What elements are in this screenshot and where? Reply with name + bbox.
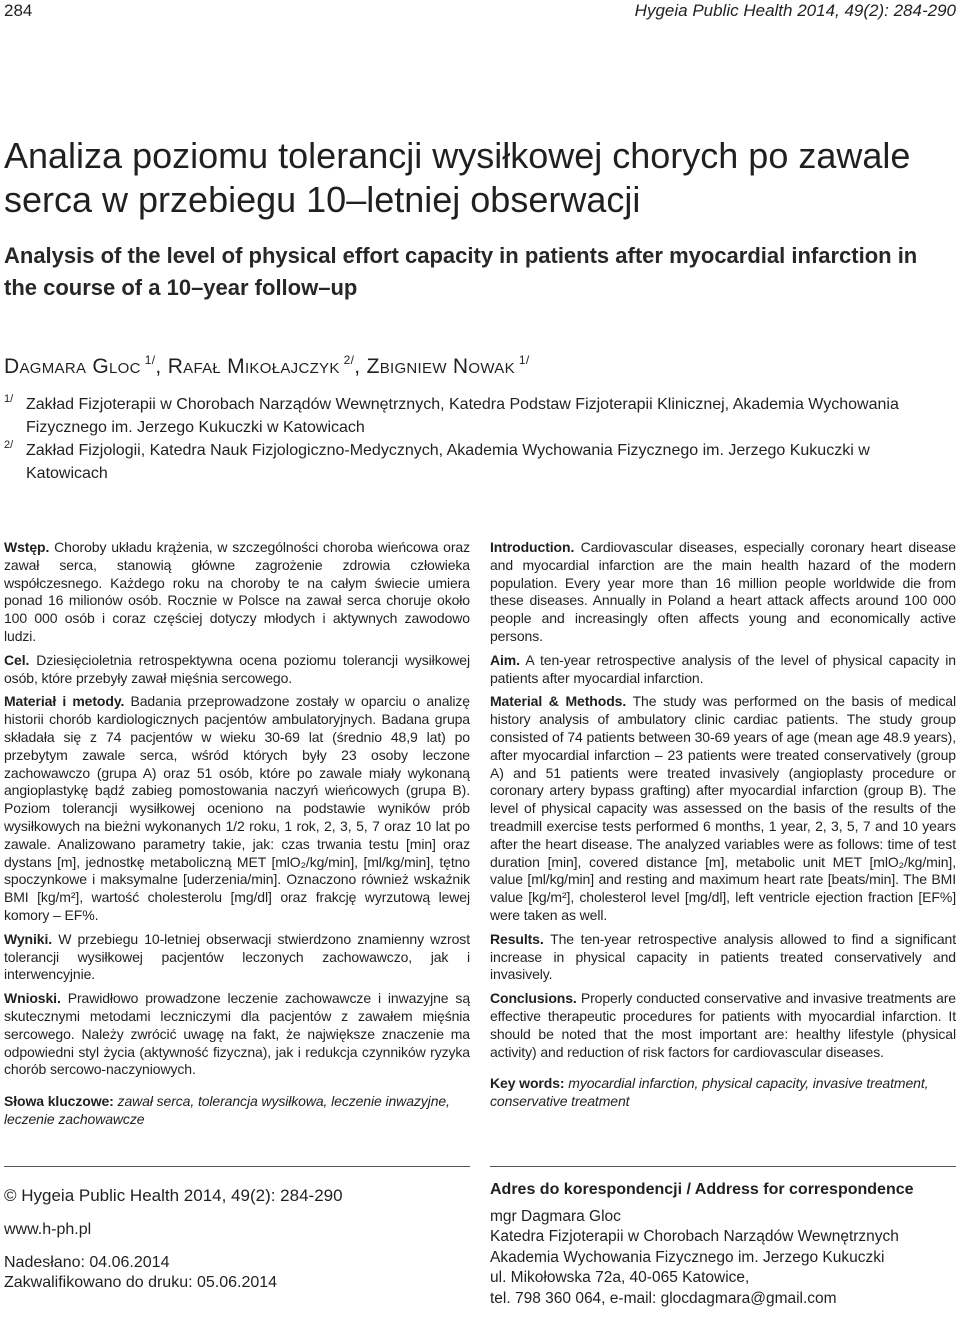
journal-website-link[interactable]: www.h-ph.pl	[4, 1221, 92, 1238]
correspondence-address	[490, 1180, 956, 1309]
correspondence-contact[interactable]: tel. 798 360 064, e-mail: glocdagmara@gmail.com	[490, 1289, 837, 1307]
abstract-section	[4, 693, 470, 924]
abstract-english	[490, 539, 956, 1117]
received-date: Nadesłano: 04.06.2014	[4, 1254, 170, 1271]
affiliation-marker: 1/	[4, 393, 14, 405]
correspondence-name: mgr Dagmara Gloc	[490, 1207, 621, 1225]
section-text: Properly conducted conservative and invasive treatments are effective therapeutic procedures for patients with myocardial infarction. It should be noted that the most important are: healthy lifestyle (physical activity) and reduction of risk factors for cardiovascular diseases.	[490, 990, 956, 1060]
section-label: Material & Methods.	[490, 693, 627, 710]
keywords-polish	[4, 1093, 470, 1129]
author-affiliation-marker: 2/	[343, 353, 355, 367]
section-text: Prawidłowo prowadzone leczenie zachowawcze i inwazyjne są skutecznymi metodami leczniczymi dla pacjentów z zawałem mięśnia sercowego. Należy zwrócić uwagę na fakt, że największe znaczenie ma odpowiedni styl życia (aktywność fizyczna), jak i redukcja czynników ryzyka chorób sercowo-naczyniowych.	[4, 990, 471, 1078]
abstract-section	[4, 652, 470, 688]
copyright-citation: © Hygeia Public Health 2014, 49(2): 284-290	[4, 1186, 343, 1205]
keywords-text: myocardial infarction, physical capacity, invasive treatment, conservative treatment	[490, 1075, 929, 1110]
author-affiliation-marker: 1/	[144, 353, 156, 367]
section-text: Dziesięcioletnia retrospektywna ocena poziomu tolerancji wysiłkowej osób, które przebyły zawał mięśnia sercowego.	[4, 651, 470, 686]
article-title-english: Analysis of the level of physical effort capacity in patients after myocardial infarction in the course of a 10–year follow–up	[4, 243, 918, 300]
author-separator: ,	[155, 355, 162, 378]
page-number: 284	[4, 1, 33, 20]
running-header-citation: Hygeia Public Health 2014, 49(2): 284-290	[634, 1, 956, 20]
section-label: Wyniki.	[4, 930, 53, 947]
affiliation-text: Zakład Fizjologii, Katedra Nauk Fizjologiczno-Medycznych, Akademia Wychowania Fizycznego im. Jerzego Kukuczki w Katowicach	[26, 442, 870, 482]
section-label: Aim.	[490, 651, 520, 668]
section-text: The study was performed on the basis of medical history analysis of ambulatory clinic cardiac patients. The study group consisted of 74 patients between 30-69 years of age (mean age 48.9 years), after myocardial infarction – 23 patients were treated conservatively (group A) and 51 patients were treated invasively (angioplasty procedure or coronary artery bypass grafting) after myocardial infarction (group B). The level of physical capacity was assessed on the basis of the results of the treadmill exercise tests performed 6 months, 1 year, 2, 3, 5, 7 and 10 years after the heart disease. The analyzed variables were as follows: time of test duration [min], covered distance [m], metabolic unit MET [mlO₂/kg/min], value [ml/kg/min] and resting and maximum heart rate [beats/min]. The BMI value [kg/m²], cholesterol level [mg/dl], left ventricle ejection fraction [EF%] were taken as well.	[490, 693, 957, 923]
article-title-polish: Analiza poziomu tolerancji wysiłkowej chorych po zawale serca w przebiegu 10–letniej obserwacji	[4, 135, 911, 220]
author-list	[4, 346, 956, 381]
author-separator: ,	[354, 355, 361, 378]
section-label: Wnioski.	[4, 990, 61, 1007]
section-label: Introduction.	[490, 539, 575, 555]
affiliation-marker: 2/	[4, 439, 14, 451]
author-name: Dagmara Gloc	[4, 355, 141, 378]
section-label: Cel.	[4, 651, 30, 668]
section-text: Choroby układu krążenia, w szczególności choroba wieńcowa oraz zawał serca, stanowią główne zagrożenie zdrowia człowieka współczesnego. Każdego roku na choroby te na całym świecie umiera ponad 16 milionów osób. Rocznie w Polsce na zawał serca choruje około 100 000 osób i coraz częściej dotyczy młodych i aktywnych zawodowo ludzi.	[4, 539, 470, 644]
section-text: Badania przeprowadzone zostały w oparciu o analizę historii chorób kardiologicznych pacjentów ambulatoryjnych. Badana grupa składała się z 74 pacjentów w wieku 30-69 lat (średnio 48,9 lat) po przebytym zawale serca, wśród których były 23 osoby leczone zachowawczo (grupa A) oraz 51 osób, które po zawale miały wykonaną angioplastykę bądź zabieg pomostowania naczyń wieńcowych (grupa B). Poziom tolerancji wysiłkowej oceniono na podstawie wyników prób wysiłkowych na bieżni wykonanych 1/2 roku, 1 rok, 2, 3, 5, 7 oraz 10 lat po zawale. Analizowano parametry takie, jak: czas trwania testu [min] oraz dystans [m], jednostkę metaboliczną MET [mlO₂/kg/min], [ml/kg/min], tętno spoczynkowe i maksymalne [uderzenia/min]. Oznaczono również wskaźnik BMI [kg/m²], wartość cholesterolu [mg/dl] oraz frakcję wyrzutową lewej komory – EF%.	[4, 693, 470, 923]
abstract-section	[4, 990, 470, 1079]
section-label: Materiał i metody.	[4, 693, 125, 710]
affiliation-item	[4, 439, 956, 485]
section-text: Cardiovascular diseases, especially coronary heart disease and myocardial infarction are the main health hazard of the modern population. Every year more than 16 million people worldwide die from these diseases. Annually in Poland a heart attack affects around 100 000 people and increasingly often affects young and economically active persons.	[490, 539, 956, 644]
section-text: A ten-year retrospective analysis of the level of physical capacity in patients after myocardial infarction.	[490, 651, 956, 686]
section-text: W przebiegu 10-letniej obserwacji stwierdzono znamienny wzrost tolerancji wysiłkowej pacjentów leczonych zachowawczo, jak i interwencyjnie.	[4, 930, 470, 983]
section-text: The ten-year retrospective analysis allowed to find a significant increase in physical capacity in patients treated conservatively and invasively.	[490, 930, 956, 983]
footer-divider	[490, 1166, 956, 1167]
affiliation-text: Zakład Fizjoterapii w Chorobach Narządów Wewnętrznych, Katedra Podstaw Fizjoterapii Klinicznej, Akademia Wychowania Fizycznego im. Jerzego Kukuczki w Katowicach	[26, 396, 899, 436]
correspondence-heading: Adres do korespondencji / Address for correspondence	[490, 1181, 914, 1198]
author-name: Rafał Mikołajczyk	[167, 355, 340, 378]
affiliation-item	[4, 393, 956, 439]
section-label: Results.	[490, 930, 544, 947]
author-affiliation-marker: 1/	[518, 353, 530, 367]
correspondence-department: Katedra Fizjoterapii w Chorobach Narządów Wewnętrznych	[490, 1228, 899, 1245]
abstract-section	[490, 931, 956, 984]
abstract-section	[4, 539, 470, 646]
author-name: Zbigniew Nowak	[366, 355, 515, 378]
footer-divider	[4, 1166, 470, 1167]
publication-info	[4, 1184, 470, 1293]
correspondence-institution: Akademia Wychowania Fizycznego im. Jerzego Kukuczki	[490, 1248, 885, 1266]
abstract-section	[4, 931, 470, 984]
abstract-section	[490, 990, 956, 1061]
affiliation-list	[4, 393, 956, 485]
abstract-section	[490, 539, 956, 646]
abstract-section	[490, 693, 956, 924]
section-label: Wstęp.	[4, 539, 50, 555]
keywords-english	[490, 1075, 956, 1111]
keywords-label: Key words:	[490, 1075, 565, 1092]
correspondence-street: ul. Mikołowska 72a, 40-065 Katowice,	[490, 1269, 750, 1286]
accepted-date: Zakwalifikowano do druku: 05.06.2014	[4, 1274, 278, 1291]
keywords-text: zawał serca, tolerancja wysiłkowa, leczenie inwazyjne, leczenie zachowawcze	[4, 1093, 450, 1127]
abstract-section	[490, 652, 956, 688]
abstract-polish	[4, 539, 470, 1135]
section-label: Conclusions.	[490, 990, 577, 1007]
keywords-label: Słowa kluczowe:	[4, 1093, 114, 1110]
